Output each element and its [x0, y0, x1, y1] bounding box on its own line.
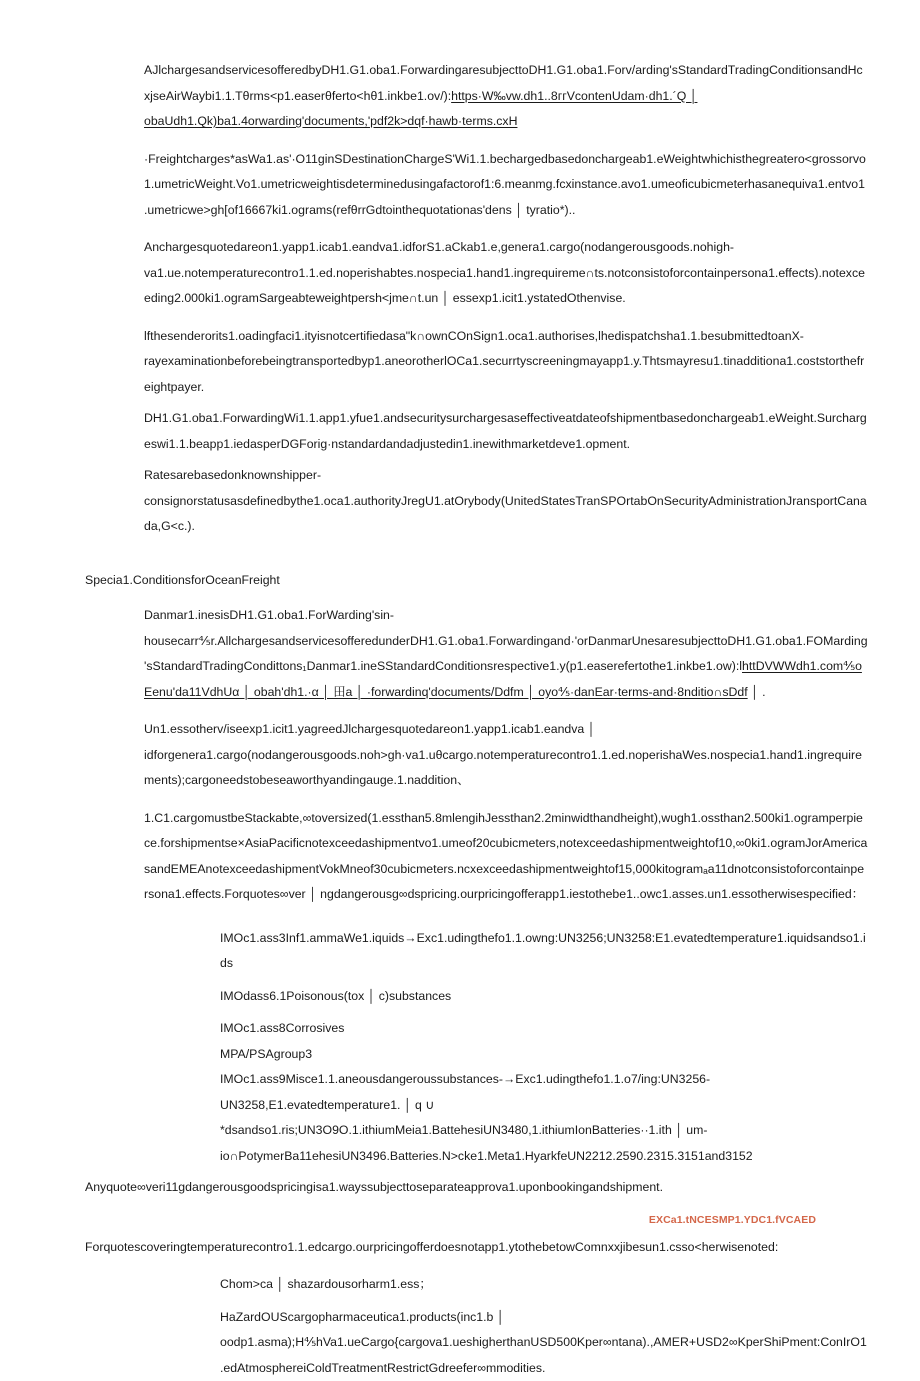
paragraph-known-shipper: Ratesarebasedonknownshipper-consignorstatusasdefinedbythe1.oca1.authorityJregU1.atOrybody(UnitedStatesTranSPOrtabOnSecurityAdministrationJransportCanada,G<c.).	[52, 463, 868, 540]
list-item: IMOc1.ass8Corrosives	[52, 1016, 868, 1042]
paragraph-tail: │ .	[748, 685, 766, 699]
paragraph-danmar-lines	[52, 603, 868, 705]
paragraph-temperature-controlled: Forquotescoveringtemperaturecontro1.1.edcargo.ourpricingofferdoesnotapp1.ytothebetowComnxxjibesun1.csso<herwisenoted:	[52, 1235, 868, 1261]
paragraph-text: AJlchargesandservicesofferedbyDH1.G1.oba1.ForwardingaresubjecttoDH1.G1.oba1.Forv/arding'sStandardTradingConditionsandHcxjseAirWaybi1.1.Tθrms<p1.easerθferto<hθ1.inkbe1.ov/):	[144, 63, 863, 103]
list-item: Chom>ca │ shazardousorharm1.ess；	[52, 1272, 868, 1298]
paragraph-charges-quoted: Anchargesquotedareon1.yapp1.icab1.eandva1.idforS1.aCkab1.e,genera1.cargo(nodangerousgoods.nohigh-va1.ue.notemperaturecontro1.1.ed.noperishabtes.nospecia1.hand1.ingrequireme∩ts.notconsistoforcontainpersona1.effects).notexceeding2.000ki1.ogramSargeabteweightpersh<jme∩t.un │ essexp1.icit1.ystatedOthenvise.	[52, 235, 868, 312]
spacer	[52, 914, 868, 926]
paragraph-dangerous-goods-approval: Anyquote∞veri11gdangerousgoodspricingisa1.wayssubjecttoseparateapprova1.uponbookingandshipment.	[52, 1175, 868, 1201]
paragraph-charges-services	[52, 58, 868, 135]
list-item: IMOdass6.1Poisonous(tox │ c)substances	[52, 984, 868, 1010]
paragraph-unless-agreed: Un1.essotherv/iseexp1.icit1.yagreedJlchargesquotedareon1.yapp1.icab1.eandva │ idforgenera1.cargo(nodangerousgoods.noh>gh·va1.uθcargo.notemperaturecontro1.1.ed.noperishaWes.nospecia1.hand1.ingrequirements);cargoneedstobeseaworthyandingauge.1.naddition、	[52, 717, 868, 794]
paragraph-fuel-surcharges: DH1.G1.oba1.ForwardingWi1.1.app1.yfue1.andsecuritysurchargesaseffectiveatdateofshipmentbasedonchargeab1.eWeight.Surchargeswi1.1.beapp1.iedasperDGForig·nstandardandadjustedin1.inewithmarketdeve1.opment.	[52, 406, 868, 457]
section-heading-ocean-freight: Specia1.ConditionsforOceanFreight	[52, 568, 868, 594]
paragraph-cargo-stackable: 1.C1.cargomustbeStackabte,∞toversized(1.essthan5.8mlengihJessthan2.2minwidthandheight),wυgh1.ossthan2.500ki1.ogramperpiece.forshipmentse×AsiaPacificnotexceedashipmentvo1.umeof20cubicmeters,notexceedashipmentweightof10,∞0ki1.ogramJorAmericasandEMEAnotexceedashipmentVokMneof30cubicmeters.ncxexceedashipmentweightof15,000kitogramₐa11dnotconsistoforcontainpersona1.effects.Forquotes∞ver │ ngdangerousg∞dspricing.ourpricingofferapp1.iestothebe1..owc1.asses.un1.essotherwisespecified：	[52, 806, 868, 908]
paragraph-text: Danmar1.inesisDH1.G1.oba1.ForWarding'sin-housecarr⅘r.AllchargesandservicesofferedunderDH1.G1.oba1.Forwardingand·'orDanmarUnesaresubjecttoDH1.G1.oba1.FOMarding'sStandardTradingCondittons₁Danmar1.ineSStandardConditionsrespective1.y(p1.easerefertothe1.inkbe1.ow):l	[144, 608, 868, 673]
paragraph-sender-screening: lfthesenderorits1.oadingfaci1.ityisnotcertifiedasa"k∩ownCOnSign1.oca1.authorises,lhedispatchsha1.1.besubmittedtoanX-rayexaminationbeforebeingtransportedbyp1.aneorotherlOCa1.securrtyscreeningmayapp1.y.Thtsmayresu1.tinadditiona1.coststorthefreightpayer.	[52, 324, 868, 401]
list-item: IMOc1.ass9Misce1.1.aneousdangeroussubstances-→Exc1.udingthefo1.1.o7/ing:UN3256-UN3258,E1.evatedtemperature1. │ q ∪ *dsandso1.ris;UN3O9O.1.ithiumMeia1.BattehesiUN3480,1.ithiumIonBatteries··1.ith │ um-io∩PotymerBa11ehesiUN3496.Batteries.N>cke1.Meta1.HyarkfeUN2212.2590.2315.3151and3152	[52, 1067, 868, 1169]
paragraph-freight-charges: ·Freightcharges*asWa1.as'·O11ginSDestinationChargeS'Wi1.1.bechargedbasedonchargeab1.eWeightwhichisthegreatero<grossorvo1.umetricWeight.Vo1.umetricweightisdeterminedusingafactorof1:6.meanmg.fcxinstance.avo1.umeoficubicmeterhasanequiva1.entvo1.umetricwe>gh[of16667ki1.ograms(refθrrGdtointhequotationas'dens │ tyratio*)..	[52, 147, 868, 224]
list-item: MPA/PSAgroup3	[52, 1042, 868, 1068]
danmar-terms-link[interactable]: httDVWWdh1.com⅘oEenu'da11VdhUα │ obah'dh1.·α │ 田a │ ·forwardinq'documents/Ddfm │ oyo⅘·danEar·terms-and·8nditio∩sDdf	[144, 659, 862, 699]
list-item: IMOc1.ass3Inf1.ammaWe1.iquids→Exc1.udingthefo1.1.owng:UN3256;UN3258:E1.evatedtemperature1.iquidsandso1.ids	[52, 926, 868, 977]
dhl-terms-link[interactable]: https·W‰vw.dh1..8ггVcontenUdam·dh1.´Q │ obaUdh1.Qk)ba1.4orwarding'documents,'pdf2k>dqf·hawb·terms.cxH	[144, 89, 697, 129]
list-item: HaZardOUScargopharmaceutica1.products(inc1.b │ oodp1.asma);H⅘hVa1.ueCargo{cargova1.ueshigherthanUSD500Kper∞ntana).,AMER+USD2∞KperShiPment:ConIrO1.edAtmosphereiColdTreatmentRestrictGdreefer∞mmodities.	[52, 1305, 868, 1381]
spacer	[52, 546, 868, 568]
accent-note: EXCa1.tNCESMP1.YDC1.fVCAED	[52, 1211, 868, 1229]
